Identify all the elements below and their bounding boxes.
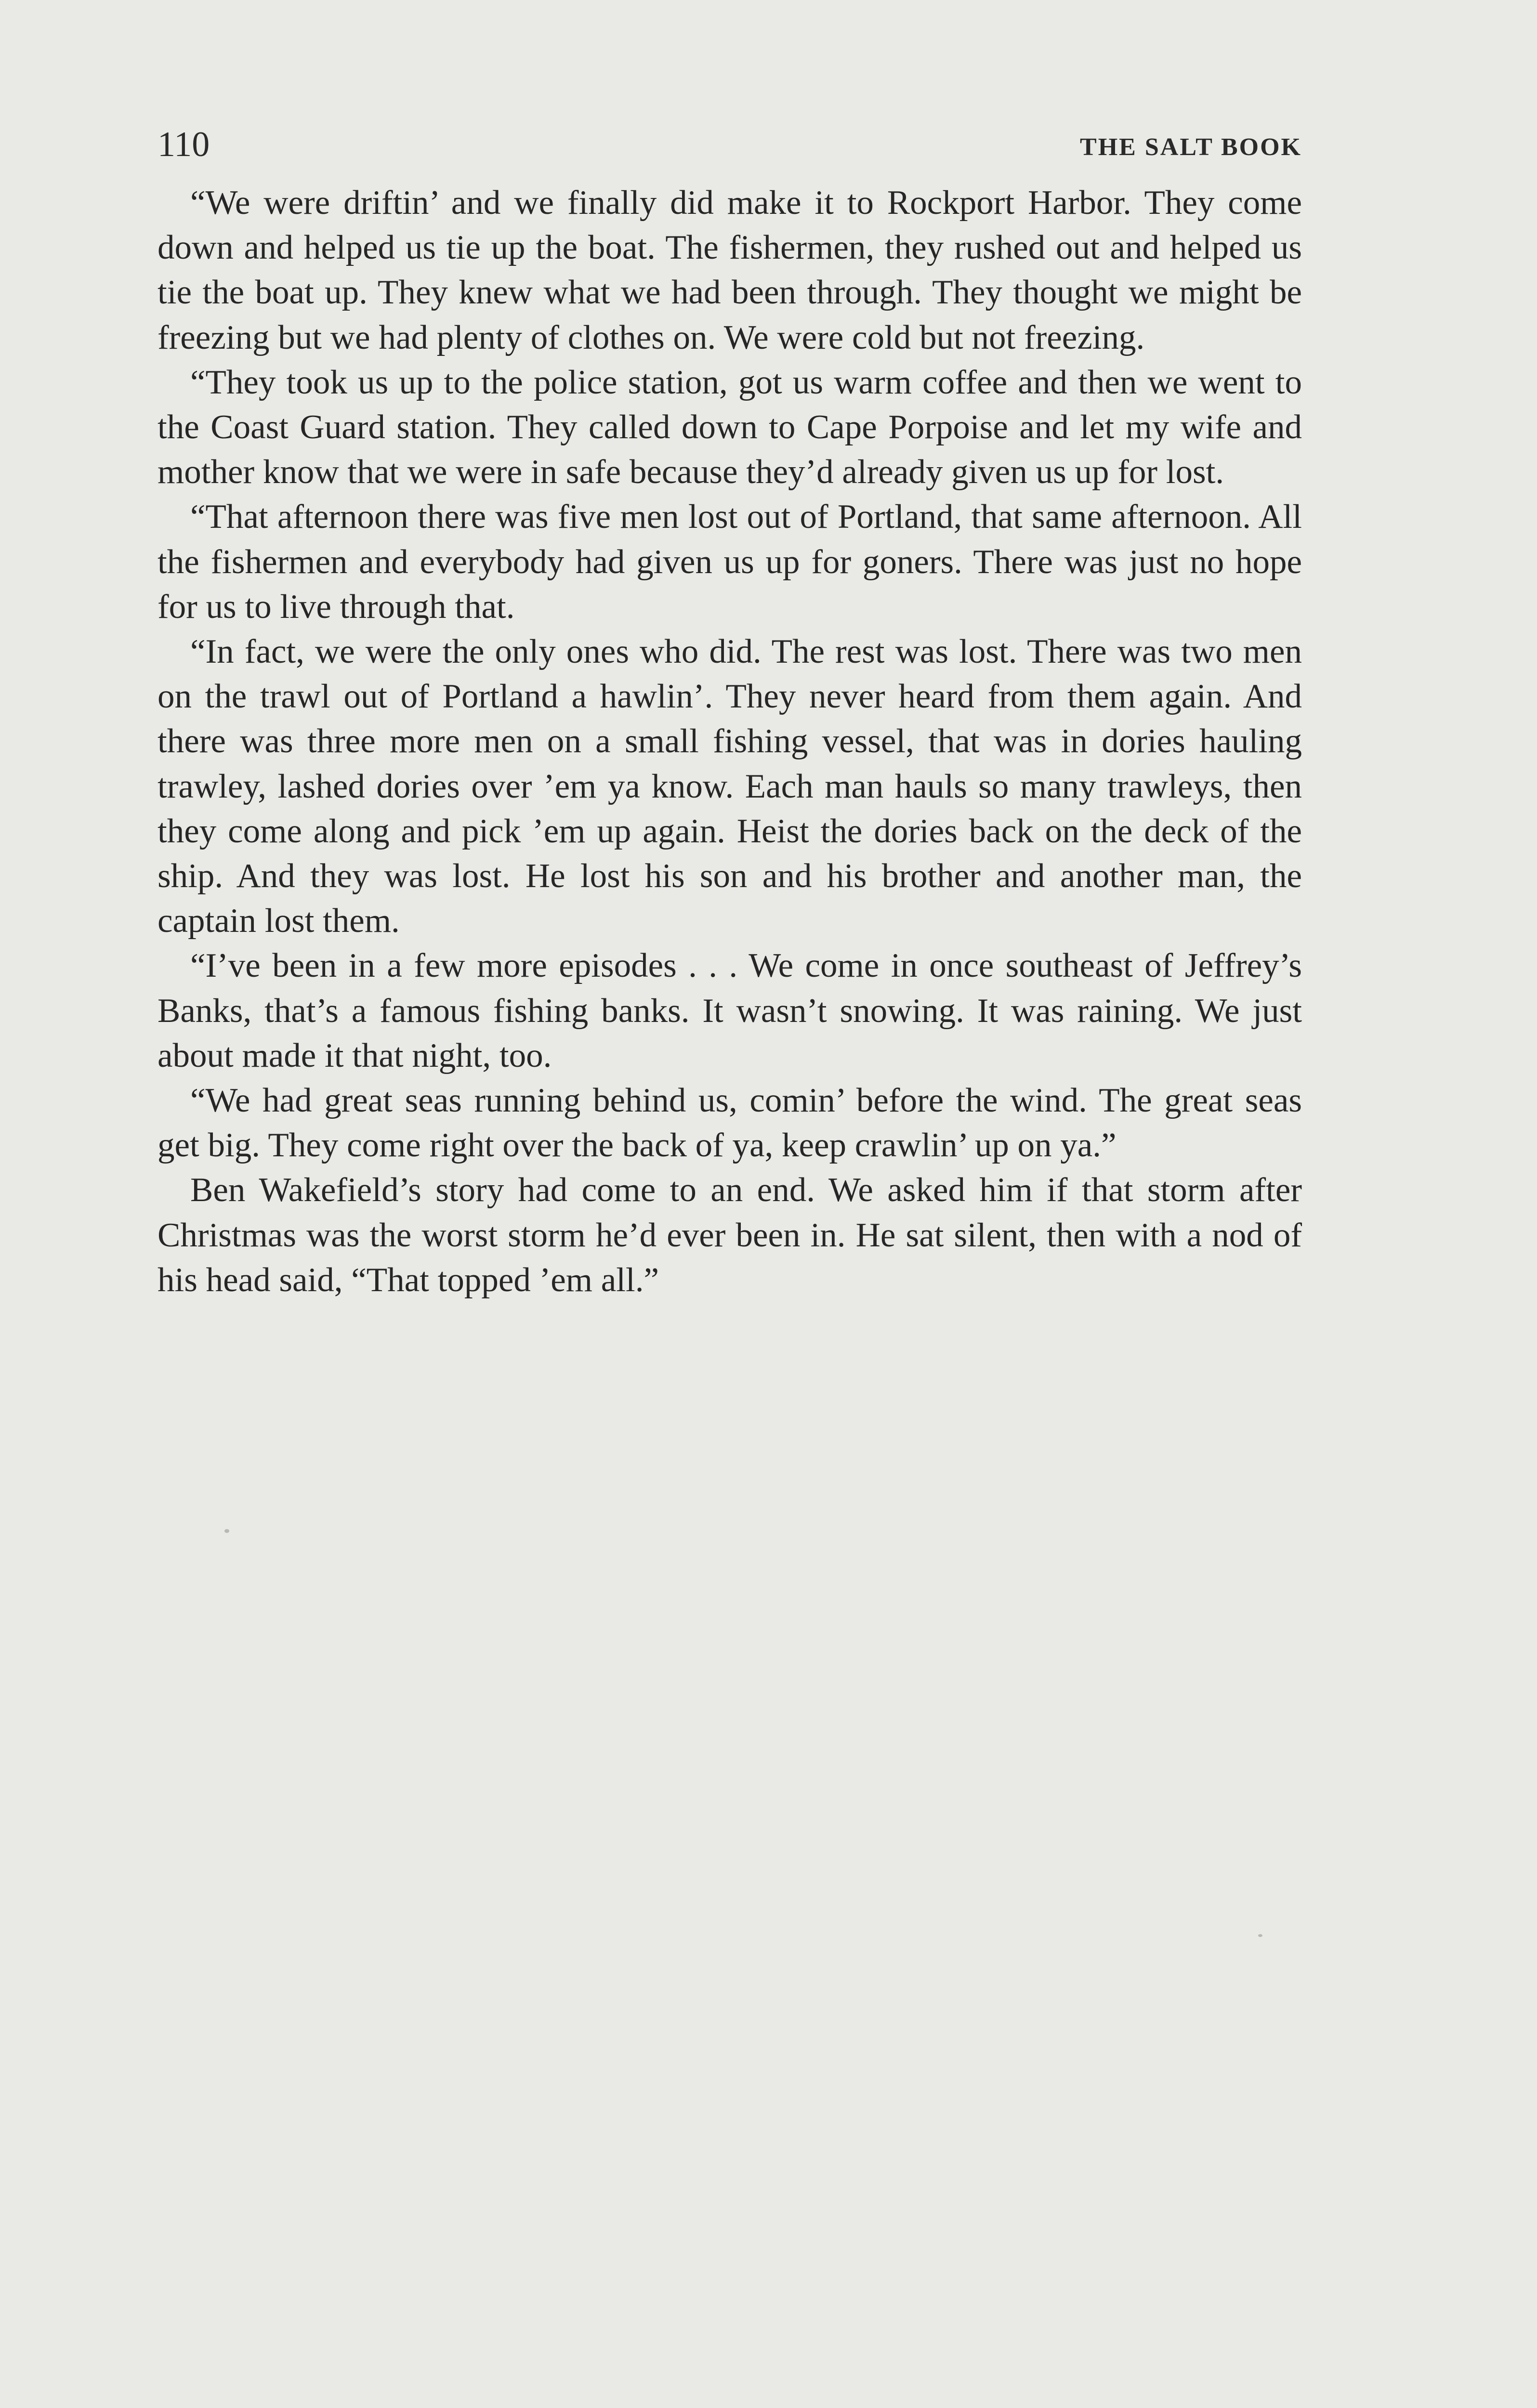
paragraph: “In fact, we were the only ones who did. The rest was lost. There was two men on the trawl out of Portland a hawlin’. They never heard from them again. And there was three more men on a small fishing vessel, that was in dories hauling trawley, lashed dories over ’em ya know. Each man hauls so many trawleys, then they come along and pick ’em up again. Heist the dories back on the deck of the ship. And they was lost. He lost his son and his brother and another man, the captain lost them. [158,633,1302,940]
paragraph: “That afternoon there was five men lost out of Portland, that same afternoon. All the fishermen and everybody had given us up for goners. There was just no hope for us to live through that. [158,498,1302,626]
body-text [158,181,1302,1303]
paragraph: “They took us up to the police station, got us warm coffee and then we went to the Coast Guard station. They called down to Cape Porpoise and let my wife and mother know that we were in safe because they’d already given us up for lost. [158,363,1302,491]
running-head [158,123,1302,166]
page-number: 110 [158,125,210,164]
book-title: THE SALT BOOK [1080,133,1302,161]
paragraph: “We had great seas running behind us, comin’ before the wind. The great seas get big. They come right over the back of ya, keep crawlin’ up on ya.” [158,1082,1302,1165]
paper-speck [224,1529,229,1533]
paper-speck [1258,1934,1262,1937]
paragraph: Ben Wakefield’s story had come to an end. We asked him if that storm after Christmas was the worst storm he’d ever been in. He sat silent, then with a nod of his head said, “That topped ’em all.” [158,1171,1302,1299]
paragraph: “I’ve been in a few more episodes . . . We come in once southeast of Jeffrey’s Banks, that’s a famous fishing banks. It wasn’t snowing. It was raining. We just about made it that night, too. [158,947,1302,1074]
paragraph: “We were driftin’ and we finally did make it to Rockport Harbor. They come down and helped us tie up the boat. The fishermen, they rushed out and helped us tie the boat up. They knew what we had been through. They thought we might be freezing but we had plenty of clothes on. We were cold but not freezing. [158,184,1302,356]
